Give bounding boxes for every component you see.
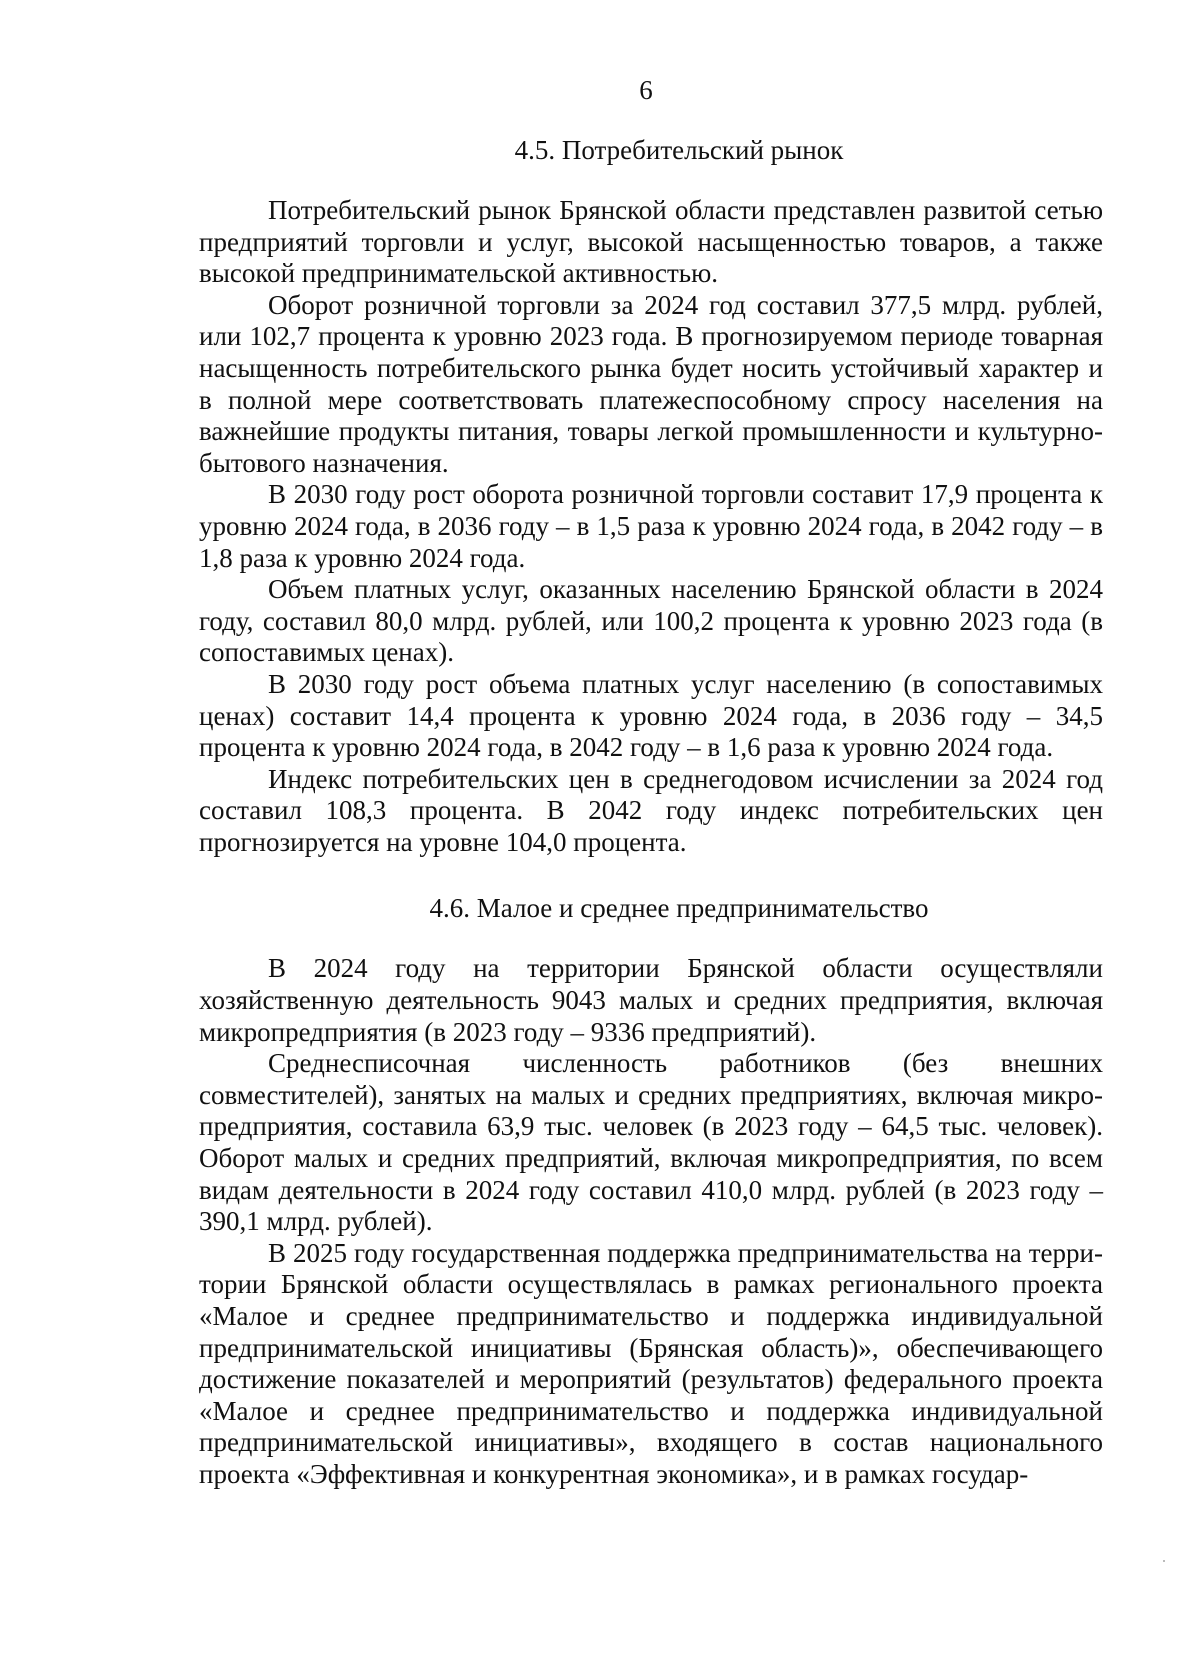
scan-speck [1163, 1560, 1165, 1562]
paragraph: Объем платных услуг, оказанных населению Брянской области в 2024 году, составил 80,0 млрд. рублей, или 100,2 процента к уровню 2023 года (в сопоставимых ценах). [199, 574, 1103, 668]
paragraph: Потребительский рынок Брянской области представлен развитой сетью предприятий торговли и услуг, высокой насыщенностью товаров, а также высокой предпринимательской активностью. [199, 195, 1103, 289]
section-title-consumer-market: 4.5. Потребительский рынок [514, 135, 844, 165]
paragraph: Оборот розничной торговли за 2024 год составил 377,5 млрд. рублей, или 102,7 процента к уровню 2023 года. В прогнозируемом периоде товарная насыщенность потребительского рынка будет носить устойчивый характер и в полной мере соответствовать платежеспособному спросу населения на важнейшие продукты питания, товары легкой промышленности и культурно-бытового назначения. [199, 289, 1103, 478]
paragraph: В 2024 году на территории Брянской области осуществляли хозяйственную деятельность 9043 малых и средних предприятия, включая микропредприятия (в 2023 году – 9336 предприятий). [199, 953, 1103, 1047]
paragraph: Индекс потребительских цен в среднегодовом исчислении за 2024 год составил 108,3 процента. В 2042 году индекс потребительских цен прогнозируется на уровне 104,0 процента. [199, 763, 1103, 857]
paragraph: В 2030 году рост объема платных услуг населению (в сопоставимых ценах) составит 14,4 процента к уровню 2024 года, в 2036 году – 34,5 процента к уровню 2024 года, в 2042 году – в 1,6 раза к уровню 2024 года. [199, 668, 1103, 763]
paragraph: Среднесписочная численность работников (без внешних совместителей), занятых на малых и средних предприятиях, включая микропредприятия, составила 63,9 тыс. человек (в 2023 году – 64,5 тыс. человек). Оборот малых и средних предприятий, включая микропредприятия, по всем видам деятельности в 2024 году составил 410,0 млрд. рублей (в 2023 году – 390,1 млрд. рублей). [199, 1048, 1103, 1237]
paragraph: В 2025 году государственная поддержка предпринимательства на территории Брянской области осуществлялась в рамках регионального проекта «Малое и среднее предпринимательство и поддержка индивидуальной предпринимательской инициативы (Брянская область)», обеспечивающего достижение показателей и мероприятий (результатов) федерального проекта «Малое и среднее предпринимательство и поддержка индивидуальной предпринимательской инициативы», входящего в состав национального проекта «Эффективная и конкурентная экономика», и в рамках государ- [199, 1237, 1103, 1489]
section-title-small-medium-business: 4.6. Малое и среднее предпринимательство [429, 893, 929, 924]
paragraph: В 2030 году рост оборота розничной торговли составит 17,9 процента к уровню 2024 года, в 2036 году – в 1,5 раза к уровню 2024 года, в 2042 году – в 1,8 раза к уровню 2024 года. [199, 479, 1103, 573]
page-content [199, 130, 1103, 1491]
page-number: 6 [639, 75, 653, 105]
